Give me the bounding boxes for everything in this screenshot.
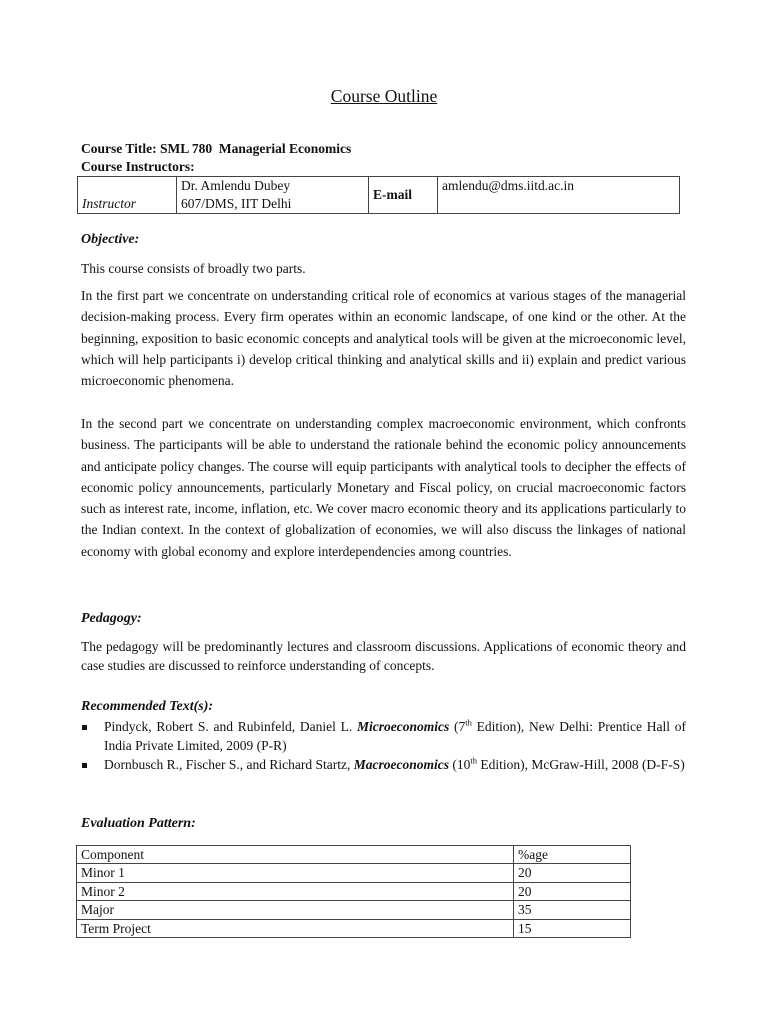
book-title: Macroeconomics [353,757,449,772]
table-row [77,919,631,937]
bullet-icon [82,763,87,768]
table-row [77,901,631,919]
book-title: Microeconomics [357,719,450,734]
course-instructors-label: Course Instructors: [81,159,195,174]
instructor-details-cell [177,177,369,214]
table-header-cell: Component [77,846,514,864]
list-item: Dornbusch R., Fischer S., and Richard Startz, Macroeconomics (10th Edition), McGraw-Hill, 2008 (D-F-S) [81,756,686,775]
table-cell: Term Project [77,919,514,937]
instructor-name: Dr. Amlendu Dubey [181,178,291,193]
bullet-icon [82,725,87,730]
table-cell: 15 [514,919,631,937]
pedagogy-heading: Pedagogy: [81,611,142,626]
course-title-value: SML 780 Managerial Economics [160,141,352,156]
instructor-office: 607/DMS, IIT Delhi [181,196,292,211]
table-cell: 20 [514,864,631,882]
page-title: Course Outline [330,86,438,106]
table-header-row [77,846,631,864]
pedagogy-text: The pedagogy will be predominantly lectures and classroom discussions. Applications of economic theory and case studies are discussed to reinforce understanding of concepts. [81,639,686,673]
evaluation-table [76,845,631,938]
table-row [77,864,631,882]
table-cell: 20 [514,882,631,900]
course-title-line [81,141,351,157]
objective-heading: Objective: [81,232,140,247]
objective-intro: This course consists of broadly two parts. [81,261,306,276]
evaluation-heading: Evaluation Pattern: [81,816,196,831]
table-header-cell: %age [514,846,631,864]
instructor-role: Instructor [82,196,136,211]
instructor-table [77,176,680,214]
list-item: Pindyck, Robert S. and Rubinfeld, Daniel L. Microeconomics (7th Edition), New Delhi: Prentice Hall of India Private Limited, 2009 (P-R) [81,718,686,755]
course-title-label: Course Title: [81,141,157,156]
recommended-texts-list [81,718,686,776]
recommended-texts-heading: Recommended Text(s): [81,699,214,714]
email-value-cell [438,177,680,214]
email-label: E-mail [373,187,412,202]
objective-paragraph-1: In the first part we concentrate on understanding critical role of economics at various stages of the managerial decision-making process. Every firm operates within an economic landscape, of one kind or the other. At the beginning, exposition to basic economic concepts and analytical tools will be given at the microeconomic level, which will help participants i) develop critical thinking and analytical skills and ii) explain and predict various microeconomic phenomena. [81,288,686,389]
objective-paragraph-2: In the second part we concentrate on understanding complex macroeconomic environment, which confronts business. The participants will be able to understand the rationale behind the economic policy announcements and anticipate policy changes. The course will equip participants with analytical tools to decipher the effects of economic policy announcements, particularly Monetary and Fiscal policy, on crucial macroeconomic factors such as interest rate, income, inflation, etc. We cover macro economic theory and its applications particularly to the Indian context. In the context of globalization of economies, we will also discuss the linkages of national economy with global economy and explore interdependencies among countries. [81,416,686,559]
table-row [77,882,631,900]
instructor-email: amlendu@dms.iitd.ac.in [442,178,575,193]
table-cell: Minor 2 [77,882,514,900]
instructor-role-cell [78,177,177,214]
table-cell: Major [77,901,514,919]
email-label-cell [369,177,438,214]
table-cell: 35 [514,901,631,919]
table-cell: Minor 1 [77,864,514,882]
